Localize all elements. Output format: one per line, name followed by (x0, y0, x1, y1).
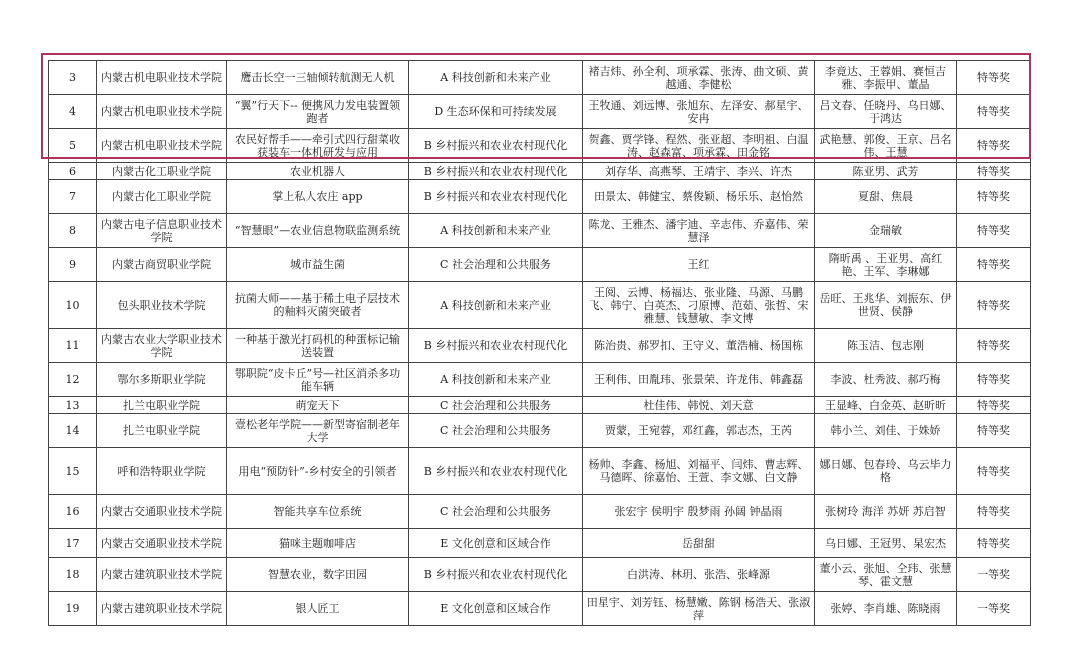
cell-project: “智慧眼”—农业信息物联监测系统 (227, 214, 409, 248)
cell-award: 特等奖 (957, 397, 1031, 414)
cell-teachers: 董小云、张旭、仝玮、张慧琴、霍文慧 (815, 558, 957, 592)
cell-project: 萌宠天下 (227, 397, 409, 414)
table-row (49, 414, 1031, 448)
cell-project: 壹松老年学院——新型寄宿制老年大学 (227, 414, 409, 448)
cell-school: 内蒙古机电职业技术学院 (97, 129, 227, 163)
table-row (49, 129, 1031, 163)
cell-no: 7 (49, 180, 97, 214)
cell-award: 特等奖 (957, 163, 1031, 180)
cell-track: A 科技创新和未来产业 (409, 363, 583, 397)
cell-track: D 生态环保和可持续发展 (409, 95, 583, 129)
cell-no: 12 (49, 363, 97, 397)
cell-award: 特等奖 (957, 448, 1031, 495)
cell-project: 农业机器人 (227, 163, 409, 180)
table-row (49, 163, 1031, 180)
cell-members: 褚吉炜、孙全利、项承霖、张涛、曲文硕、黄越通、李健松 (583, 61, 815, 95)
cell-school: 扎兰屯职业学院 (97, 414, 227, 448)
cell-project: 掌上私人农庄 app (227, 180, 409, 214)
award-table-body (49, 61, 1031, 626)
cell-school: 内蒙古建筑职业技术学院 (97, 592, 227, 626)
cell-award: 一等奖 (957, 558, 1031, 592)
cell-members: 田景太、韩健宝、蔡俊颖、杨乐乐、赵怡然 (583, 180, 815, 214)
cell-teachers: 韩小兰、刘佳、于姝娇 (815, 414, 957, 448)
cell-school: 鄂尔多斯职业学院 (97, 363, 227, 397)
cell-track: A 科技创新和未来产业 (409, 282, 583, 329)
cell-project: 农民好帮手——牵引式四行甜菜收获装车一体机研发与应用 (227, 129, 409, 163)
cell-school: 内蒙古电子信息职业技术学院 (97, 214, 227, 248)
cell-members: 田星宇、刘芳钰、杨慧嫩、陈钢 杨浩天、张淑萍 (583, 592, 815, 626)
cell-teachers: 吕文春、任晓丹、乌日娜、于鸿达 (815, 95, 957, 129)
table-row (49, 214, 1031, 248)
cell-award: 特等奖 (957, 95, 1031, 129)
cell-award: 特等奖 (957, 495, 1031, 529)
cell-school: 内蒙古机电职业技术学院 (97, 61, 227, 95)
cell-track: B 乡村振兴和农业农村现代化 (409, 129, 583, 163)
cell-project: 用电“预防针”-乡村安全的引领者 (227, 448, 409, 495)
cell-members: 张宏宇 侯明宇 殷梦雨 孙阔 钟晶雨 (583, 495, 815, 529)
cell-project: 城市益生菌 (227, 248, 409, 282)
cell-award: 特等奖 (957, 214, 1031, 248)
cell-members: 陈治贵、郝罗扣、王守义、董浩楠、杨国栋 (583, 329, 815, 363)
cell-track: C 社会治理和公共服务 (409, 397, 583, 414)
cell-no: 18 (49, 558, 97, 592)
cell-members: 杨帅、李鑫、杨旭、刘福平、闫炜、曹志辉、马德晖、徐嘉怡、王萱、李文娜、白文静 (583, 448, 815, 495)
table-row (49, 61, 1031, 95)
cell-project: 智慧农业，数字田园 (227, 558, 409, 592)
table-row (49, 592, 1031, 626)
cell-teachers: 王显峰、白金英、赵昕昕 (815, 397, 957, 414)
cell-school: 内蒙古农业大学职业技术学院 (97, 329, 227, 363)
cell-members: 贺鑫、贾学锋、程然、张亚超、李明祖、白温涛、赵森富、项承霖、田金铭 (583, 129, 815, 163)
cell-school: 内蒙古交通职业技术学院 (97, 495, 227, 529)
cell-members: 杜佳伟、韩悦、刘天意 (583, 397, 815, 414)
cell-track: A 科技创新和未来产业 (409, 61, 583, 95)
cell-track: B 乡村振兴和农业农村现代化 (409, 163, 583, 180)
table-row (49, 363, 1031, 397)
cell-project: 猫咪主题咖啡店 (227, 529, 409, 558)
cell-track: E 文化创意和区域合作 (409, 592, 583, 626)
cell-award: 特等奖 (957, 129, 1031, 163)
cell-project: 抗菌大师——基于稀土电子层技术的釉料灭菌突破者 (227, 282, 409, 329)
cell-track: C 社会治理和公共服务 (409, 495, 583, 529)
cell-no: 14 (49, 414, 97, 448)
cell-school: 内蒙古建筑职业技术学院 (97, 558, 227, 592)
cell-track: C 社会治理和公共服务 (409, 248, 583, 282)
cell-no: 15 (49, 448, 97, 495)
cell-no: 19 (49, 592, 97, 626)
cell-teachers: 娜日娜、包春玲、乌云毕力格 (815, 448, 957, 495)
cell-members: 王牧通、刘远博、张旭东、左泽安、郝星宇、安冉 (583, 95, 815, 129)
cell-teachers: 金瑞敏 (815, 214, 957, 248)
cell-track: B 乡村振兴和农业农村现代化 (409, 329, 583, 363)
table-row (49, 95, 1031, 129)
cell-award: 特等奖 (957, 329, 1031, 363)
cell-members: 陈龙、王雅杰、潘宇迪、辛志伟、乔嘉伟、荣慧泽 (583, 214, 815, 248)
cell-school: 内蒙古化工职业学院 (97, 180, 227, 214)
cell-project: “翼”行天下-- 便携风力发电装置领跑者 (227, 95, 409, 129)
cell-award: 特等奖 (957, 414, 1031, 448)
table-row (49, 248, 1031, 282)
cell-members: 刘存华、高燕琴、王靖宇、李兴、许杰 (583, 163, 815, 180)
cell-members: 贾蒙，王宛蓉，邓红鑫，郭志杰，王芮 (583, 414, 815, 448)
cell-teachers: 张树玲 海洋 苏妍 苏启智 (815, 495, 957, 529)
cell-teachers: 岳旺、王兆华、刘振东、伊世贤、侯静 (815, 282, 957, 329)
cell-no: 8 (49, 214, 97, 248)
cell-project: 银人匠工 (227, 592, 409, 626)
cell-project: 一种基于激光打码机的种蛋标记输送装置 (227, 329, 409, 363)
cell-award: 一等奖 (957, 592, 1031, 626)
cell-members: 白洪涛、林玥、张浩、张峰源 (583, 558, 815, 592)
cell-project: 智能共享车位系统 (227, 495, 409, 529)
cell-award: 特等奖 (957, 282, 1031, 329)
cell-project: 鹰击长空一三轴倾转航测无人机 (227, 61, 409, 95)
cell-no: 6 (49, 163, 97, 180)
cell-track: C 社会治理和公共服务 (409, 414, 583, 448)
cell-no: 5 (49, 129, 97, 163)
award-table (48, 60, 1031, 626)
table-row (49, 495, 1031, 529)
cell-teachers: 陈玉洁、包志刚 (815, 329, 957, 363)
cell-award: 特等奖 (957, 180, 1031, 214)
cell-track: B 乡村振兴和农业农村现代化 (409, 180, 583, 214)
cell-award: 特等奖 (957, 61, 1031, 95)
cell-teachers: 张婷、李肖雄、陈晓雨 (815, 592, 957, 626)
cell-members: 王利伟、田胤玮、张景荣、许龙伟、韩鑫磊 (583, 363, 815, 397)
table-row (49, 282, 1031, 329)
table-row (49, 448, 1031, 495)
table-row (49, 329, 1031, 363)
cell-teachers: 李波、杜秀波、郝巧梅 (815, 363, 957, 397)
cell-teachers: 乌日娜、王冠男、杲宏杰 (815, 529, 957, 558)
cell-no: 17 (49, 529, 97, 558)
table-row (49, 397, 1031, 414)
cell-track: E 文化创意和区域合作 (409, 529, 583, 558)
cell-award: 特等奖 (957, 248, 1031, 282)
cell-teachers: 夏甜、焦晨 (815, 180, 957, 214)
cell-members: 王红 (583, 248, 815, 282)
cell-school: 扎兰屯职业学院 (97, 397, 227, 414)
cell-no: 16 (49, 495, 97, 529)
cell-project: 鄂职院“皮卡丘”号—社区消杀多功能车辆 (227, 363, 409, 397)
cell-school: 内蒙古化工职业学院 (97, 163, 227, 180)
cell-track: A 科技创新和未来产业 (409, 214, 583, 248)
cell-school: 包头职业技术学院 (97, 282, 227, 329)
cell-school: 呼和浩特职业学院 (97, 448, 227, 495)
cell-award: 特等奖 (957, 363, 1031, 397)
cell-track: B 乡村振兴和农业农村现代化 (409, 448, 583, 495)
cell-no: 10 (49, 282, 97, 329)
cell-teachers: 隋昕禹 、王亚男、高红艳、王军、李琳娜 (815, 248, 957, 282)
cell-no: 13 (49, 397, 97, 414)
cell-teachers: 武艳慧、郭俊、王京、吕名伟、王慧 (815, 129, 957, 163)
cell-school: 内蒙古商贸职业学院 (97, 248, 227, 282)
cell-no: 9 (49, 248, 97, 282)
cell-members: 岳甜甜 (583, 529, 815, 558)
cell-no: 3 (49, 61, 97, 95)
cell-track: B 乡村振兴和农业农村现代化 (409, 558, 583, 592)
cell-school: 内蒙古交通职业技术学院 (97, 529, 227, 558)
cell-no: 4 (49, 95, 97, 129)
cell-school: 内蒙古机电职业技术学院 (97, 95, 227, 129)
cell-no: 11 (49, 329, 97, 363)
cell-teachers: 李竟达、王蓉娟、赛恒吉雅、李振甲、董晶 (815, 61, 957, 95)
table-row (49, 180, 1031, 214)
table-row (49, 558, 1031, 592)
cell-members: 王阅、云博、杨福达、张业隆、马源、马鹏飞、韩宁、白英杰、刁原博、范茹、张哲、宋雅慧、钱慧敏、李文博 (583, 282, 815, 329)
table-row (49, 529, 1031, 558)
cell-teachers: 陈亚男、武芳 (815, 163, 957, 180)
cell-award: 特等奖 (957, 529, 1031, 558)
